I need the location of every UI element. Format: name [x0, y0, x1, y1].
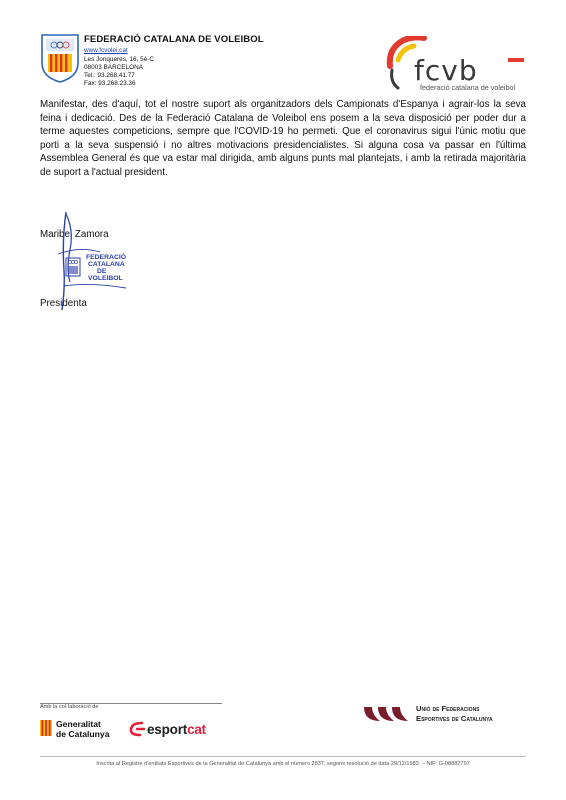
ufec-logo-icon: [360, 703, 410, 725]
stamp-line-3: DE: [97, 268, 107, 275]
stamp-line-4: VOLEIBOL: [88, 275, 123, 282]
registry-note: Inscrita al Registre d'entitats Esportives de la Generalitat de Catalunya amb el número 2837, segons resolució de data 29/12/1983. – NIF: G-08882797: [96, 761, 470, 767]
stamp-line-1: FEDERACIÓ: [86, 254, 127, 261]
letter-paragraph: Manifestar, des d'aquí, tot el nostre suport als organitzadors dels Campionats d'Espanya i agrair-los la seva feina i dedicació. Des de la Federació Catalana de Voleibol ens posem a la seva disposició per poder dur a terme aquestes competicions, sempre que l'COVID-19 ho permeti. Que el coronavirus sigui l'únic motiu que porti a la seva suspensió i no altres motivacions presidencialistes. Si alguna cosa va passar en l'última Assemblea General és que va estar mal dirigida, amb alguns punts mal plantejats, i amb la retirada majoritària de suport a l'actual president.: [40, 99, 526, 178]
address-line-1: Les Jonqueres, 16, 5è-C: [84, 56, 154, 63]
signatory-name: Maribel Zamora: [40, 229, 109, 240]
stamp-line-2: CATALANA: [88, 261, 125, 268]
esportcat-logo-icon: [128, 721, 146, 737]
collab-label: Amb la col·laboració de: [40, 704, 99, 710]
generalitat-logo-icon: [40, 720, 52, 736]
signatory-role: Presidenta: [40, 298, 87, 309]
esportcat-esport: esport: [147, 722, 188, 737]
fax-text: Fax: 93.268.23.36: [84, 80, 136, 87]
website-link[interactable]: www.fcvolei.cat: [84, 47, 128, 54]
footer-divider: [40, 756, 526, 757]
generalitat-text: [56, 720, 110, 739]
fcv-crest-icon: [40, 33, 80, 83]
ufec-line-2: Esportives de Catalunya: [416, 714, 493, 723]
fcvb-logo-text: fcvb: [414, 54, 478, 87]
address-line-2: 08003 BARCELONA: [84, 64, 143, 71]
generalitat-line-2: de Catalunya: [56, 728, 110, 739]
phone-text: Tel.: 93.268.41.77: [84, 72, 135, 79]
generalitat-line-1: Generalitat: [56, 719, 101, 729]
fcvb-logo-subtitle: federació catalana de voleibol: [420, 83, 516, 92]
ufec-line-1: Unió de Federacions: [416, 704, 480, 713]
esportcat-cat: cat: [187, 722, 206, 737]
esportcat-text: [147, 722, 206, 737]
org-name: FEDERACIÓ CATALANA DE VOLEIBOL: [84, 34, 264, 45]
ufec-text: [416, 704, 493, 724]
